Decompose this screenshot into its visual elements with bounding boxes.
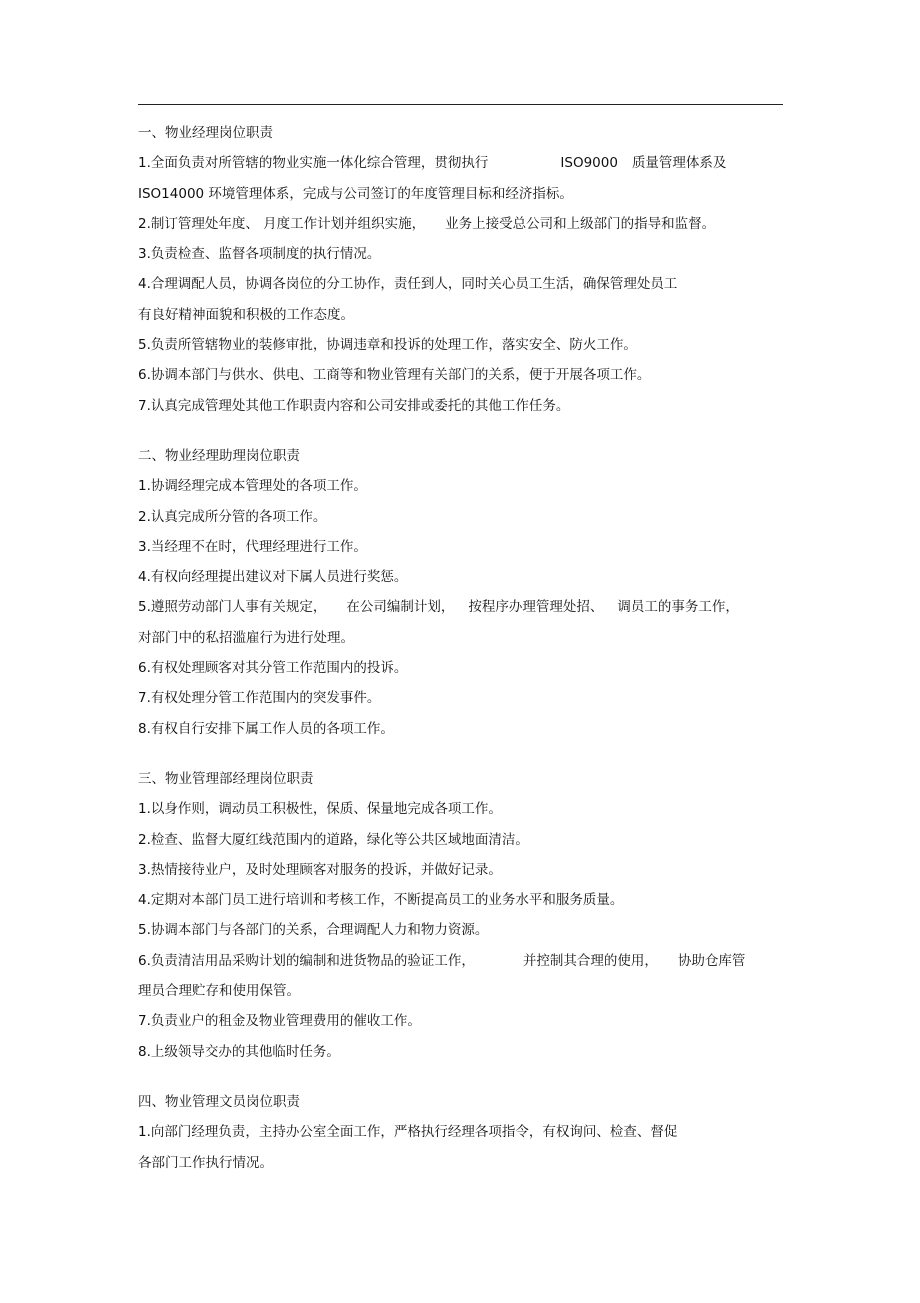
- line-segment: 3.负责检查、监督各项制度的执行情况。: [138, 246, 381, 263]
- duty-line: [138, 976, 778, 1006]
- line-segment: 6.协调本部门与供水、供电、工商等和物业管理有关部门的关系，便于开展各项工作。: [138, 367, 651, 384]
- line-segment: 6.负责清洁用品采购计划的编制和进货物品的验证工作，: [138, 952, 475, 969]
- line-segment: 5.遵照劳动部门人事有关规定，: [138, 599, 327, 616]
- line-segment: 8.有权自行安排下属工作人员的各项工作。: [138, 720, 394, 737]
- section-heading: 四、物业管理文员岗位职责: [138, 1093, 300, 1110]
- duty-line: [138, 391, 778, 421]
- line-segment: 质量管理体系及: [631, 155, 727, 172]
- line-segment: 7.负责业户的租金及物业管理费用的催收工作。: [138, 1013, 421, 1030]
- line-segment: 对部门中的私招滥雇行为进行处理。: [138, 629, 354, 646]
- line-segment: 1.向部门经理负责，主持办公室全面工作，严格执行经理各项指令，有权询问、检查、督促: [138, 1124, 678, 1141]
- line-segment: 2.认真完成所分管的各项工作。: [138, 508, 327, 525]
- section-heading: 三、物业管理部经理岗位职责: [138, 770, 314, 787]
- duty-line: [138, 623, 778, 653]
- header-rule: [138, 104, 783, 105]
- section-gap: [138, 1067, 778, 1087]
- line-segment: 5.协调本部门与各部门的关系，合理调配人力和物力资源。: [138, 922, 489, 939]
- duty-line: [138, 1117, 778, 1147]
- duty-line: [138, 239, 778, 269]
- duty-line: [138, 885, 778, 915]
- duty-line: [138, 300, 778, 330]
- line-segment: 有良好精神面貌和积极的工作态度。: [138, 306, 354, 323]
- line-segment: 4.合理调配人员，协调各岗位的分工协作，责任到人，同时关心员工生活，确保管理处员工: [138, 276, 678, 293]
- line-segment: ISO14000 环境管理体系，完成与公司签订的年度管理目标和经济指标。: [138, 185, 573, 202]
- duty-line: [138, 683, 778, 713]
- line-segment: 6.有权处理顾客对其分管工作范围内的投诉。: [138, 660, 408, 677]
- line-segment: 1.协调经理完成本管理处的各项工作。: [138, 478, 367, 495]
- line-segment: 3.当经理不在时，代理经理进行工作。: [138, 538, 367, 555]
- duty-line: [138, 1148, 778, 1178]
- duty-line: [138, 360, 778, 390]
- duty-line: [138, 330, 778, 360]
- line-segment: 2.检查、监督大厦红线范围内的道路，绿化等公共区域地面清洁。: [138, 831, 529, 848]
- line-segment: 4.定期对本部门员工进行培训和考核工作，不断提高员工的业务水平和服务质量。: [138, 892, 624, 909]
- section-heading: 二、物业经理助理岗位职责: [138, 447, 300, 464]
- duty-line: [138, 825, 778, 855]
- section-heading: 一、物业经理岗位职责: [138, 125, 273, 141]
- line-segment: 1.以身作则，调动员工积极性，保质、保量地完成各项工作。: [138, 801, 502, 818]
- duty-line: [138, 502, 778, 532]
- duty-line: [138, 1037, 778, 1067]
- line-segment: 5.负责所管辖物业的装修审批，协调违章和投诉的处理工作，落实安全、防火工作。: [138, 337, 637, 354]
- duty-line: [138, 269, 778, 299]
- document-body: [138, 118, 778, 1178]
- line-segment: 在公司编制计划，: [346, 599, 455, 616]
- duty-line: [138, 148, 778, 178]
- line-segment: 7.认真完成管理处其他工作职责内容和公司安排或委托的其他工作任务。: [138, 397, 570, 414]
- duty-line: [138, 209, 778, 239]
- duty-line: [138, 794, 778, 824]
- line-segment: 业务上接受总公司和上级部门的指导和监督。: [445, 215, 716, 232]
- line-segment: 协助仓库管: [677, 952, 746, 969]
- duty-line: [138, 562, 778, 592]
- section-gap: [138, 744, 778, 764]
- line-segment: 4.有权向经理提出建议对下属人员进行奖惩。: [138, 569, 408, 586]
- line-segment: 2.制订管理处年度、 月度工作计划并组织实施，: [138, 215, 426, 232]
- duty-line: [138, 915, 778, 945]
- line-segment: 3.热情接待业户，及时处理顾客对服务的投诉，并做好记录。: [138, 861, 502, 878]
- line-segment: 按程序办理管理处招、: [468, 599, 604, 616]
- duty-line: [138, 1006, 778, 1036]
- line-segment: 7.有权处理分管工作范围内的突发事件。: [138, 690, 381, 707]
- line-segment: 8.上级领导交办的其他临时任务。: [138, 1043, 340, 1060]
- line-segment: ISO9000: [560, 155, 618, 172]
- duty-line: [138, 714, 778, 744]
- section-gap: [138, 421, 778, 441]
- line-segment: 各部门工作执行情况。: [138, 1154, 273, 1171]
- line-segment: 1.全面负责对所管辖的物业实施一体化综合管理，贯彻执行: [138, 155, 489, 172]
- duty-line: [138, 653, 778, 683]
- duty-line: [138, 532, 778, 562]
- duty-line: [138, 946, 778, 976]
- line-segment: 调员工的事务工作，: [617, 599, 739, 616]
- line-segment: 并控制其合理的使用，: [522, 952, 658, 969]
- duty-line: [138, 855, 778, 885]
- line-segment: 理员合理贮存和使用保管。: [138, 983, 300, 1000]
- duty-line: [138, 179, 778, 209]
- duty-line: [138, 592, 778, 622]
- duty-line: [138, 471, 778, 501]
